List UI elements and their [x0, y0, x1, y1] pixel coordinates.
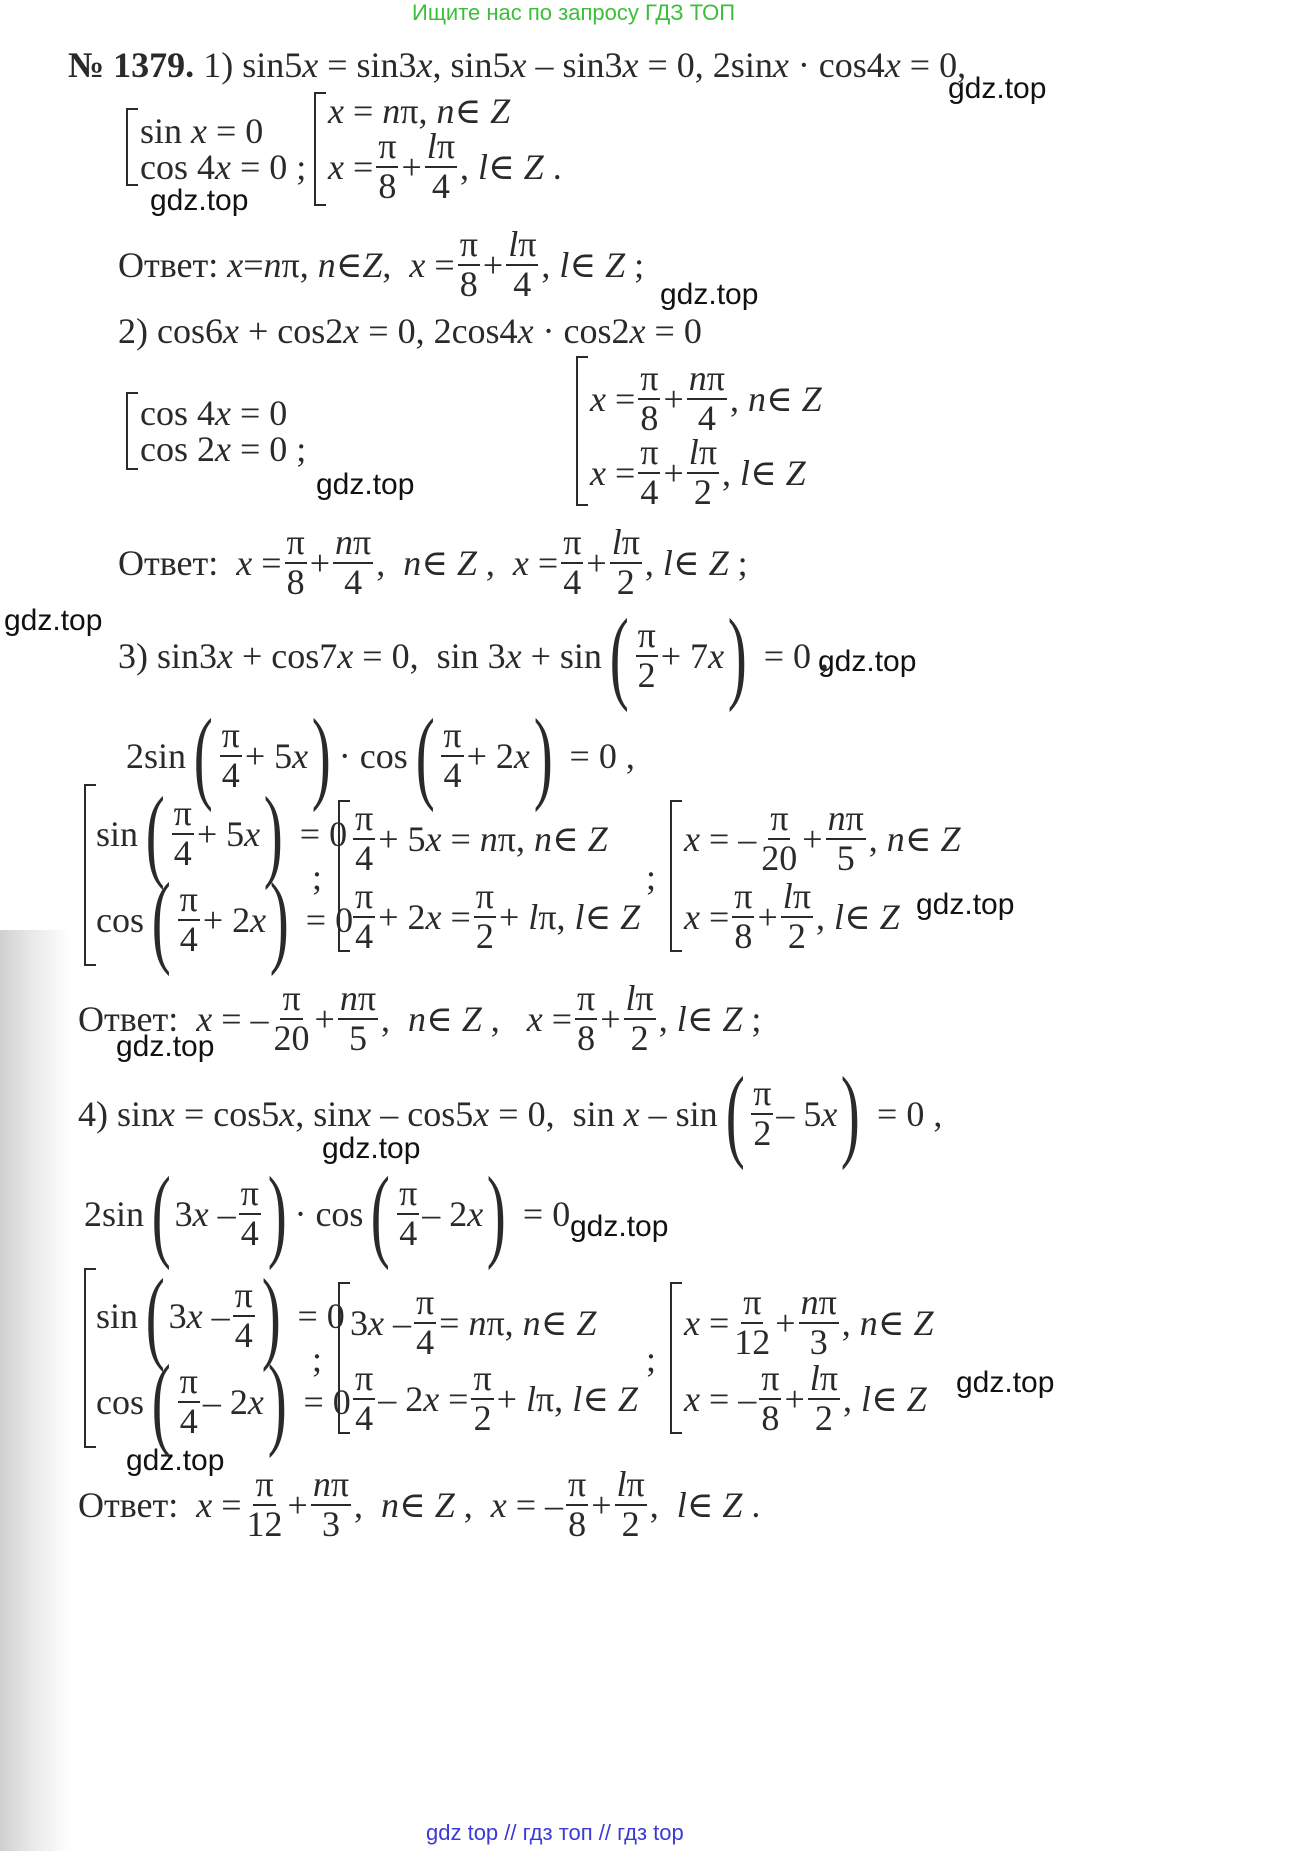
bracket [670, 1282, 682, 1434]
separator: ; [646, 1339, 657, 1379]
system-line: cos ( π 4 + 2 x ) = 0 [96, 876, 353, 964]
separator: ; [312, 857, 323, 897]
answer-line: Ответ: x = n π, n ∈ Z , x = π 8 + lπ 4 , l ∈ Z ; [118, 224, 645, 304]
answer-label: Ответ: [118, 244, 219, 285]
bracket [84, 784, 96, 966]
solution-line: π 4 + 5 x = n π, n ∈ Z [355, 798, 608, 878]
system-line: sin ( 3 x – π 4 ) = 0 [96, 1272, 345, 1360]
footer-links: gdz top // гдз топ // гдз top [426, 1820, 684, 1845]
bracket [338, 800, 350, 952]
bracket [126, 108, 138, 186]
bracket [576, 356, 588, 506]
watermark: gdz.top [150, 184, 249, 217]
system-line: sin ( π 4 + 5 x ) = 0 [96, 790, 347, 878]
solution-line: x = π 12 + nπ 3 , n ∈ Z [684, 1282, 934, 1362]
eq-line-1: № 1379. 1) sin5 x = sin3 x , sin5 x – sin3 x = 0, 2sin x · cos4 x = 0, [68, 45, 967, 85]
system-line: cos 4 x = 0 ; [140, 147, 307, 187]
system-line: cos 4 x = 0 [140, 393, 288, 433]
solution-line: π 4 – 2 x = π 2 + l π, l ∈ Z [355, 1358, 638, 1438]
solution-line: 3 x – π 4 = n π, n ∈ Z [350, 1282, 597, 1362]
eq-line-3: 3) sin3 x + cos7 x = 0, sin 3 x + sin ( π 2 + 7 x ) = 0 , [118, 612, 829, 700]
page-shadow [0, 930, 70, 1851]
bracket [84, 1268, 96, 1448]
bracket [314, 92, 326, 206]
solution-line: x = π 8 + lπ 4 , l ∈ Z . [328, 126, 562, 206]
separator: ; [312, 1339, 323, 1379]
watermark: gdz.top [660, 278, 759, 311]
watermark: gdz.top [916, 888, 1015, 921]
watermark: gdz.top [948, 72, 1047, 105]
eq-line-2: 2) cos6 x + cos2 x = 0, 2cos4 x · cos2 x = 0 [118, 311, 702, 351]
watermark: gdz.top [956, 1366, 1055, 1399]
watermark: gdz.top [126, 1444, 225, 1477]
answer-line: Ответ: x = π 12 + nπ 3 , n ∈ Z , x = – π 8 + lπ 2 , l ∈ Z . [78, 1464, 761, 1544]
solution-line: x = n π, n ∈ Z [328, 91, 511, 131]
solution-line: x = – π 20 + nπ 5 , n ∈ Z [684, 798, 961, 878]
system-line: cos ( π 4 – 2 x ) = 0 [96, 1358, 351, 1446]
answer-line: Ответ: x = π 8 + nπ 4 , n ∈ Z , x = π 4 + lπ 2 , l ∈ Z ; [118, 522, 748, 602]
watermark: gdz.top [116, 1030, 215, 1063]
watermark: gdz.top [818, 645, 917, 678]
eq-line-4: 4) sin x = cos5 x , sin x – cos5 x = 0, sin x – sin ( π 2 – 5 x ) = 0 , [78, 1070, 942, 1158]
bracket [670, 800, 682, 952]
answer-line: Ответ: x = – π 20 + nπ 5 , n ∈ Z , x = π 8 + lπ 2 , l ∈ Z ; [78, 978, 762, 1058]
solution-line: x = π 8 + lπ 2 , l ∈ Z [684, 876, 900, 956]
system-line: cos 2 x = 0 ; [140, 429, 307, 469]
header-search-hint: Ищите нас по запросу ГДЗ ТОП [412, 0, 736, 25]
solution-line: x = – π 8 + lπ 2 , l ∈ Z [684, 1358, 927, 1438]
problem-number: № 1379. [68, 45, 195, 85]
eq-line-4b: 2sin ( 3 x – π 4 ) · cos ( π 4 – 2 x ) = 0 [84, 1170, 570, 1258]
bracket [338, 1282, 350, 1434]
watermark: gdz.top [322, 1132, 421, 1165]
watermark: gdz.top [570, 1210, 669, 1243]
watermark: gdz.top [316, 468, 415, 501]
watermark: gdz.top [4, 604, 103, 637]
solution-line: x = π 4 + lπ 2 , l ∈ Z [590, 432, 806, 512]
separator: ; [646, 857, 657, 897]
solution-line: π 4 + 2 x = π 2 + l π, l ∈ Z [355, 876, 641, 956]
solution-line: x = π 8 + nπ 4 , n ∈ Z [590, 358, 822, 438]
bracket [126, 392, 138, 470]
system-line: sin x = 0 [140, 111, 264, 151]
eq-line-3b: 2sin ( π 4 + 5 x ) · cos ( π 4 + 2 x ) = 0 , [126, 712, 635, 800]
